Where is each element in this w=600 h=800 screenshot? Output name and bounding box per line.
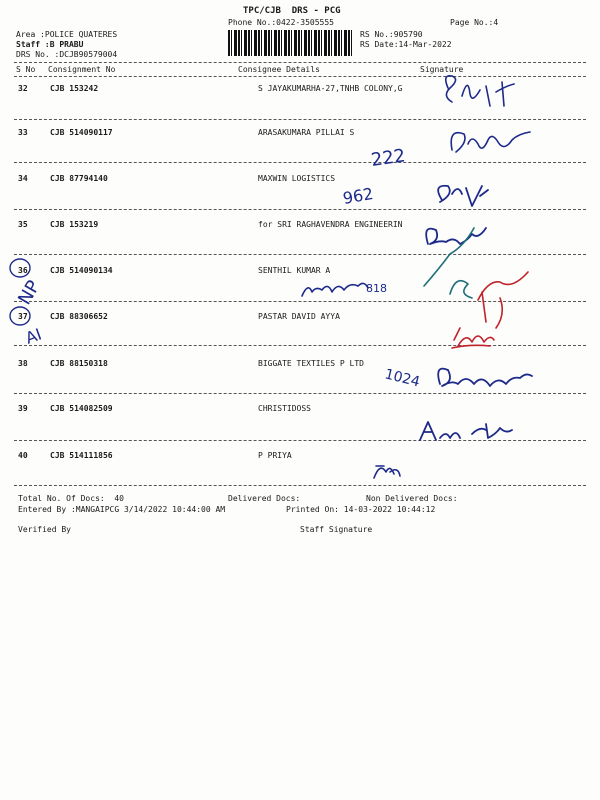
row-consignment: CJB 87794140 — [50, 174, 108, 183]
row-consignee: SENTHIL KUMAR A — [258, 266, 331, 275]
row-divider — [14, 440, 586, 441]
entered-by: Entered By :MANGAIPCG 3/14/2022 10:44:00 AM — [18, 505, 226, 514]
row-divider — [14, 119, 586, 120]
row-sno: 36 — [18, 266, 28, 275]
row-consignment: CJB 88306652 — [50, 312, 108, 321]
header-rule-bottom — [14, 76, 586, 77]
col-consignee: Consignee Details — [238, 65, 320, 74]
row-consignee: S JAYAKUMARHA-27,TNHB COLONY,G — [258, 84, 403, 93]
col-sno: S No — [16, 65, 36, 74]
row-consignment: CJB 514111856 — [50, 451, 113, 460]
staff-signature-label: Staff Signature — [300, 525, 373, 534]
row-consignment: CJB 153242 — [50, 84, 99, 93]
row-sno: 35 — [18, 220, 28, 229]
signature-scribble — [302, 283, 368, 296]
row-divider — [14, 301, 586, 302]
row-consignment: CJB 514082509 — [50, 404, 113, 413]
rs-number: RS No.:905790 — [360, 30, 423, 39]
header-rule-top — [14, 62, 586, 63]
signature-scribble — [438, 186, 488, 206]
delivered-docs: Delivered Docs: — [228, 494, 301, 503]
barcode — [228, 30, 352, 56]
row-divider — [14, 393, 586, 394]
row-consignee: PASTAR DAVID AYYA — [258, 312, 340, 321]
non-delivered-docs: Non Delivered Docs: — [366, 494, 458, 503]
row-sno: 33 — [18, 128, 28, 137]
total-docs: Total No. Of Docs: 40 — [18, 494, 124, 503]
row-sno: 34 — [18, 174, 28, 183]
staff-label: Staff :B PRABU — [16, 40, 84, 49]
col-signature: Signature — [420, 65, 464, 74]
col-consignment: Consignment No — [48, 65, 116, 74]
row-sno: 37 — [18, 312, 28, 321]
signature-scribble — [374, 466, 400, 478]
row-divider — [14, 209, 586, 210]
row-sno: 32 — [18, 84, 28, 93]
annotation-ai: AI — [22, 324, 45, 348]
row-divider — [14, 345, 586, 346]
signature-scribble — [424, 228, 474, 298]
annotation-1024: 1024 — [383, 366, 422, 391]
rs-date: RS Date:14-Mar-2022 — [360, 40, 452, 49]
annotation-818: 818 — [366, 282, 387, 295]
row-consignee: ARASAKUMARA PILLAI S — [258, 128, 355, 137]
row-consignment: CJB 153219 — [50, 220, 99, 229]
annotation-np: NP — [14, 276, 45, 309]
row-consignee: CHRISTIDOSS — [258, 404, 311, 413]
row-sno: 39 — [18, 404, 28, 413]
annotation-962: 962 — [341, 183, 375, 208]
signature-scribble — [438, 369, 532, 386]
document-title: TPC/CJB DRS - PCG — [243, 6, 341, 16]
table-bottom-rule — [14, 485, 586, 486]
printed-on: Printed On: 14-03-2022 10:44:12 — [286, 505, 436, 514]
row-consignee: MAXWIN LOGISTICS — [258, 174, 336, 183]
row-consignee: BIGGATE TEXTILES P LTD — [258, 359, 364, 368]
row-consignee: P PRIYA — [258, 451, 292, 460]
row-divider — [14, 162, 586, 163]
signature-scribble — [420, 422, 512, 440]
signature-scribble — [451, 132, 530, 152]
red-mark — [478, 272, 528, 328]
signature-scribble — [446, 76, 514, 106]
row-consignment: CJB 514090117 — [50, 128, 113, 137]
row-consignment: CJB 88150318 — [50, 359, 108, 368]
row-consignment: CJB 514090134 — [50, 266, 113, 275]
row-consignee: for SRI RAGHAVENDRA ENGINEERIN — [258, 220, 403, 229]
row-sno: 38 — [18, 359, 28, 368]
signature-scribble — [426, 228, 486, 244]
row-sno: 40 — [18, 451, 28, 460]
area-label: Area :POLICE QUATERES — [16, 30, 118, 39]
drs-number: DRS No. :DCJB90579004 — [16, 50, 118, 59]
annotation-222: 222 — [369, 145, 407, 171]
row-divider — [14, 254, 586, 255]
phone-number: Phone No.:0422-3505555 — [228, 18, 334, 27]
page-number: Page No.:4 — [450, 18, 499, 27]
verified-by: Verified By — [18, 525, 71, 534]
